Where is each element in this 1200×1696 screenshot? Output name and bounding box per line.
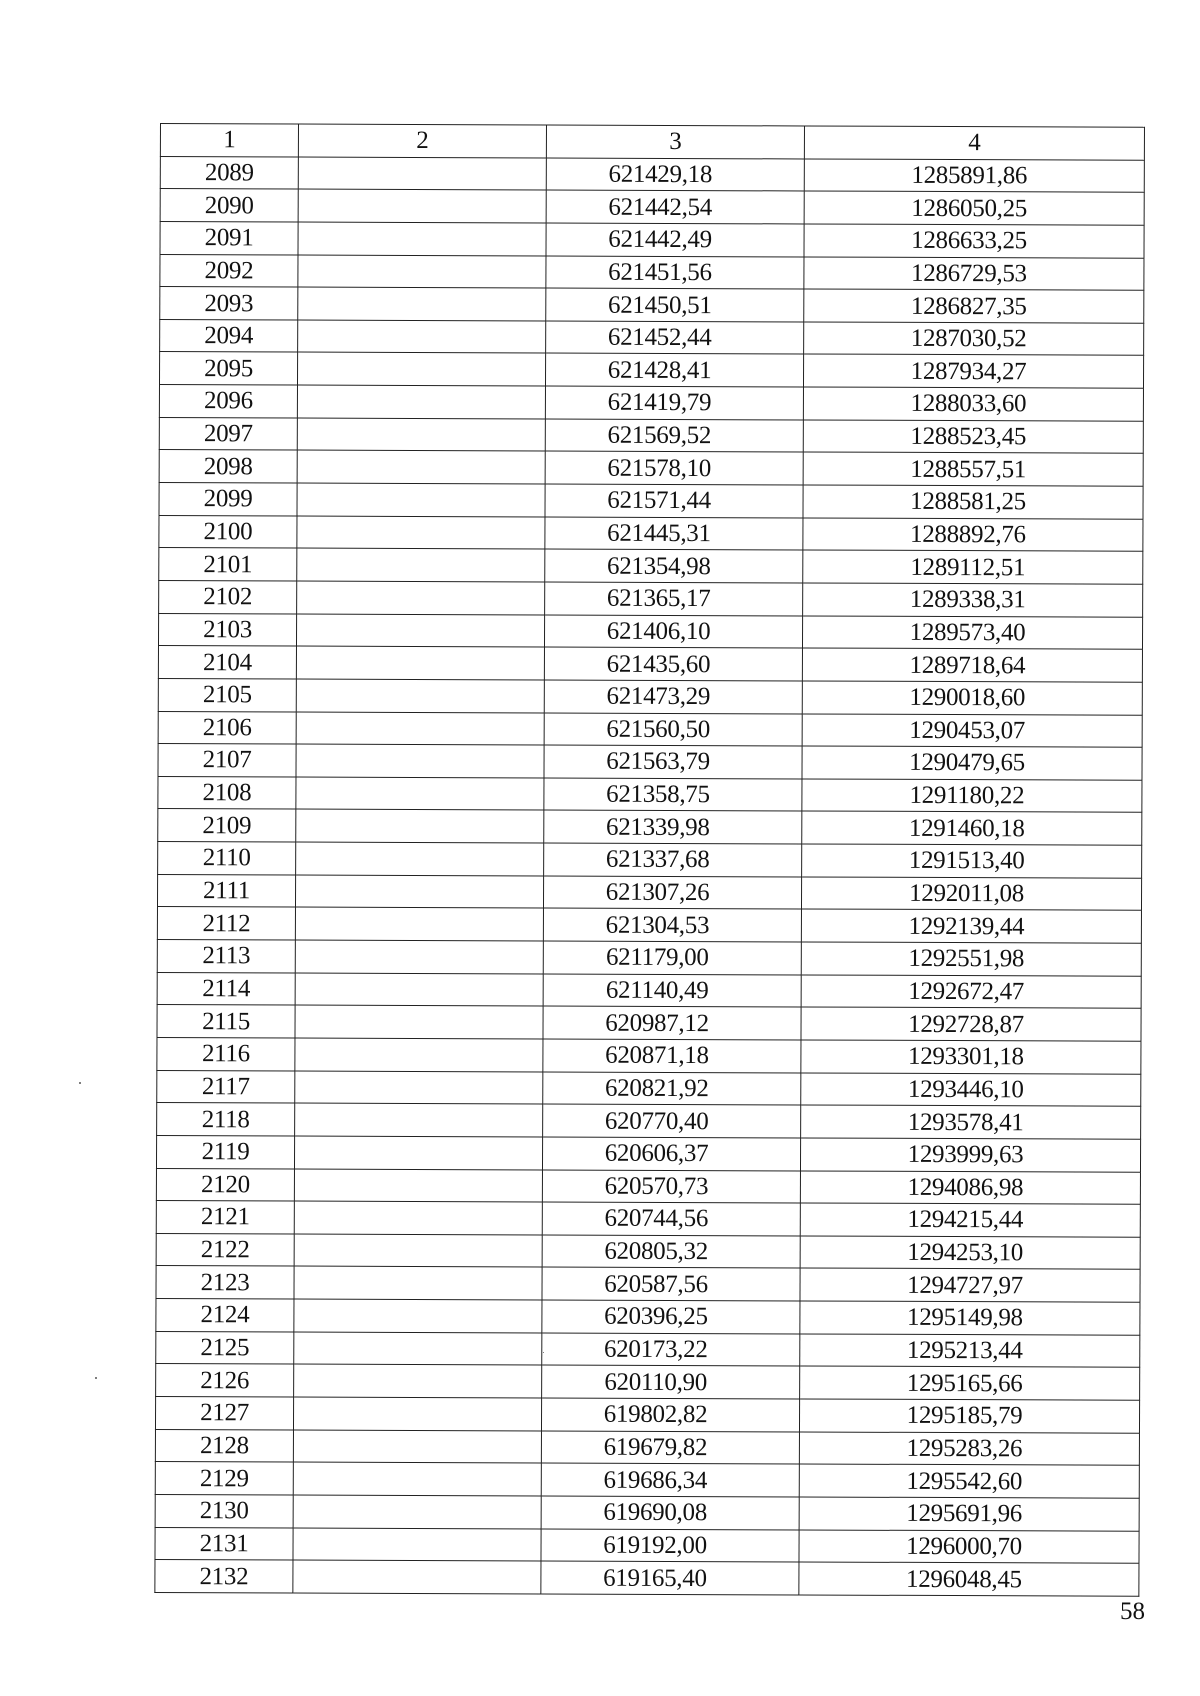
table-cell-col-3: 619686,34 <box>541 1463 799 1497</box>
table-cell-col-4: 1288523,45 <box>803 420 1143 454</box>
table-row <box>156 1233 1140 1269</box>
table-cell-col-2 <box>293 1560 541 1594</box>
table-cell-col-2 <box>294 1234 542 1268</box>
table-row <box>156 1168 1140 1204</box>
table-row <box>156 1331 1140 1367</box>
table-cell-col-4: 1293999,63 <box>800 1138 1140 1172</box>
table-cell-col-2 <box>296 842 544 876</box>
table-cell-col-1: 2096 <box>159 385 297 418</box>
table-cell-col-3: 621451,56 <box>546 256 804 290</box>
table-cell-col-1: 2109 <box>158 809 296 842</box>
table-row <box>159 450 1143 486</box>
table-cell-col-1: 2119 <box>156 1135 294 1168</box>
table-cell-col-4: 1286729,53 <box>804 257 1144 291</box>
table-cell-col-1: 2117 <box>157 1070 295 1103</box>
table-row <box>159 548 1143 584</box>
table-cell-col-3: 621365,17 <box>545 582 803 616</box>
table-row <box>155 1429 1139 1465</box>
table-header-row <box>160 124 1144 160</box>
table-cell-col-3: 620987,12 <box>543 1006 801 1040</box>
table-cell-col-1: 2121 <box>156 1201 294 1234</box>
table-row <box>155 1560 1139 1596</box>
table-cell-col-3: 620606,37 <box>542 1137 800 1171</box>
table-row <box>155 1494 1139 1530</box>
table-row <box>159 352 1143 388</box>
table-row <box>160 189 1144 225</box>
table-row <box>157 874 1141 910</box>
table-cell-col-4: 1291513,40 <box>802 844 1142 878</box>
table-row <box>160 319 1144 355</box>
table-cell-col-2 <box>293 1528 541 1562</box>
table-cell-col-2 <box>293 1462 541 1496</box>
table-cell-col-4: 1285891,86 <box>804 159 1144 193</box>
table-cell-col-3: 621307,26 <box>543 876 801 910</box>
table-cell-col-1: 2098 <box>159 450 297 483</box>
table-cell-col-4: 1292551,98 <box>801 942 1141 976</box>
table-row <box>156 1364 1140 1400</box>
table-row <box>156 1135 1140 1171</box>
table-cell-col-3: 621578,10 <box>545 451 803 485</box>
table-cell-col-1: 2089 <box>160 156 298 189</box>
table-cell-col-1: 2091 <box>160 221 298 254</box>
table-row <box>159 385 1143 421</box>
table-cell-col-4: 1294727,97 <box>800 1268 1140 1302</box>
table-row <box>159 417 1143 453</box>
table-cell-col-4: 1287934,27 <box>803 354 1143 388</box>
table-cell-col-3: 621452,44 <box>546 321 804 355</box>
table-cell-col-4: 1296000,70 <box>799 1530 1139 1564</box>
table-cell-col-2 <box>295 875 543 909</box>
table-row <box>158 842 1142 878</box>
table-cell-col-4: 1293301,18 <box>801 1040 1141 1074</box>
table-cell-col-2 <box>296 809 544 843</box>
table-cell-col-1: 2116 <box>157 1037 295 1070</box>
table-row <box>158 646 1142 682</box>
table-row <box>159 483 1143 519</box>
table-cell-col-3: 621563,79 <box>544 745 802 779</box>
table-cell-col-3: 621339,98 <box>544 810 802 844</box>
table-cell-col-4: 1291460,18 <box>802 811 1142 845</box>
table-row <box>157 907 1141 943</box>
table-cell-col-4: 1288557,51 <box>803 452 1143 486</box>
table-row <box>156 1266 1140 1302</box>
table-row <box>160 254 1144 290</box>
table-cell-col-3: 620396,25 <box>542 1300 800 1334</box>
table-row <box>157 1005 1141 1041</box>
table-cell-col-1: 2123 <box>156 1266 294 1299</box>
table-cell-col-1: 2107 <box>158 744 296 777</box>
table-cell-col-1: 2118 <box>157 1103 295 1136</box>
table-cell-col-4: 1295213,44 <box>800 1334 1140 1368</box>
page-number: 58 <box>1120 1598 1145 1625</box>
table-cell-col-2 <box>293 1495 541 1529</box>
table-cell-col-4: 1293578,41 <box>801 1105 1141 1139</box>
table-cell-col-3: 619192,00 <box>541 1529 799 1563</box>
table-row <box>158 711 1142 747</box>
table-cell-col-1: 2105 <box>158 678 296 711</box>
table-cell-col-2 <box>297 385 545 419</box>
table-row <box>159 580 1143 616</box>
table-cell-col-2 <box>295 1005 543 1039</box>
table-cell-col-1: 2092 <box>160 254 298 287</box>
table-cell-col-1: 2131 <box>155 1527 293 1560</box>
table-cell-col-4: 1290018,60 <box>802 681 1142 715</box>
table-row <box>156 1201 1140 1237</box>
table-cell-col-3: 620770,40 <box>543 1104 801 1138</box>
table-cell-col-2 <box>294 1266 542 1300</box>
table-row <box>158 776 1142 812</box>
table-cell-col-2 <box>295 1071 543 1105</box>
table-cell-col-1: 2094 <box>160 319 298 352</box>
table-cell-col-2 <box>295 940 543 974</box>
table-cell-col-2 <box>297 353 545 387</box>
table-cell-col-3: 620821,92 <box>543 1072 801 1106</box>
table-cell-col-3: 620871,18 <box>543 1039 801 1073</box>
table-cell-col-4: 1295185,79 <box>799 1399 1139 1433</box>
table-cell-col-2 <box>294 1332 542 1366</box>
coordinates-table <box>154 123 1145 1597</box>
table-cell-col-2 <box>294 1169 542 1203</box>
table-row <box>160 221 1144 257</box>
table-cell-col-2 <box>297 483 545 517</box>
table-cell-col-4: 1295149,98 <box>800 1301 1140 1335</box>
scan-speck <box>95 1377 97 1379</box>
table-cell-col-4: 1296048,45 <box>799 1562 1139 1596</box>
table-cell-col-2 <box>297 581 545 615</box>
table-cell-col-4: 1294086,98 <box>800 1170 1140 1204</box>
table-cell-col-1: 2130 <box>155 1494 293 1527</box>
table-cell-col-3: 620744,56 <box>542 1202 800 1236</box>
table-cell-col-2 <box>298 189 546 223</box>
table-cell-col-2 <box>295 1038 543 1072</box>
table-cell-col-3: 621429,18 <box>546 158 804 192</box>
table-cell-col-1: 2102 <box>159 580 297 613</box>
table-row <box>155 1396 1139 1432</box>
table-cell-col-1: 2099 <box>159 483 297 516</box>
table-cell-col-3: 621450,51 <box>546 288 804 322</box>
header-col-4: 4 <box>804 126 1144 160</box>
table-cell-col-4: 1295165,66 <box>800 1366 1140 1400</box>
table-cell-col-1: 2103 <box>158 613 296 646</box>
table-cell-col-4: 1288033,60 <box>803 387 1143 421</box>
table-cell-col-4: 1290453,07 <box>802 714 1142 748</box>
table-cell-col-4: 1286633,25 <box>804 224 1144 258</box>
table-cell-col-1: 2093 <box>160 287 298 320</box>
table-row <box>157 972 1141 1008</box>
scan-speck <box>543 1352 544 1353</box>
table-cell-col-1: 2090 <box>160 189 298 222</box>
table-cell-col-2 <box>294 1299 542 1333</box>
header-col-2: 2 <box>298 124 546 158</box>
table-cell-col-4: 1288892,76 <box>803 518 1143 552</box>
table-cell-col-3: 620173,22 <box>542 1333 800 1367</box>
table-cell-col-2 <box>294 1364 542 1398</box>
table-cell-col-3: 621435,60 <box>544 647 802 681</box>
table-cell-col-1: 2132 <box>155 1560 293 1593</box>
table-cell-col-3: 621442,49 <box>546 223 804 257</box>
table-cell-col-1: 2126 <box>156 1364 294 1397</box>
table-cell-col-3: 619679,82 <box>541 1431 799 1465</box>
table-cell-col-1: 2125 <box>156 1331 294 1364</box>
table-cell-col-3: 621140,49 <box>543 974 801 1008</box>
table-cell-col-3: 621445,31 <box>545 517 803 551</box>
table-cell-col-1: 2110 <box>158 842 296 875</box>
table-cell-col-1: 2122 <box>156 1233 294 1266</box>
table-cell-col-3: 621179,00 <box>543 941 801 975</box>
table-cell-col-1: 2115 <box>157 1005 295 1038</box>
table-row <box>156 1299 1140 1335</box>
table-row <box>157 1037 1141 1073</box>
table-cell-col-1: 2120 <box>156 1168 294 1201</box>
table-cell-col-2 <box>296 646 544 680</box>
table-cell-col-4: 1289718,64 <box>802 648 1142 682</box>
table-cell-col-2 <box>297 516 545 550</box>
table-cell-col-4: 1292728,87 <box>801 1007 1141 1041</box>
table-cell-col-2 <box>297 418 545 452</box>
table-cell-col-2 <box>293 1430 541 1464</box>
table-cell-col-1: 2108 <box>158 776 296 809</box>
table-row <box>158 744 1142 780</box>
header-col-1: 1 <box>160 124 298 157</box>
table-cell-col-3: 619165,40 <box>541 1561 799 1595</box>
table-cell-col-2 <box>296 614 544 648</box>
table-cell-col-2 <box>295 907 543 941</box>
table-cell-col-4: 1289338,31 <box>803 583 1143 617</box>
table-cell-col-1: 2124 <box>156 1299 294 1332</box>
table-cell-col-4: 1295542,60 <box>799 1464 1139 1498</box>
table-cell-col-3: 621304,53 <box>543 908 801 942</box>
table-cell-col-1: 2127 <box>155 1396 293 1429</box>
table-cell-col-4: 1294253,10 <box>800 1236 1140 1270</box>
table-cell-col-3: 621406,10 <box>544 615 802 649</box>
table-cell-col-2 <box>297 450 545 484</box>
table-body <box>155 156 1145 1596</box>
table-cell-col-3: 620570,73 <box>542 1169 800 1203</box>
table-cell-col-3: 620587,56 <box>542 1267 800 1301</box>
table-cell-col-4: 1292672,47 <box>801 975 1141 1009</box>
table-cell-col-1: 2100 <box>159 515 297 548</box>
table-cell-col-3: 621569,52 <box>545 419 803 453</box>
table-cell-col-4: 1287030,52 <box>804 322 1144 356</box>
table-cell-col-3: 621419,79 <box>545 386 803 420</box>
table-cell-col-3: 619690,08 <box>541 1496 799 1530</box>
table-row <box>158 678 1142 714</box>
table-cell-col-4: 1288581,25 <box>803 485 1143 519</box>
table-cell-col-2 <box>294 1136 542 1170</box>
table-row <box>157 940 1141 976</box>
table-cell-col-2 <box>298 320 546 354</box>
table-cell-col-3: 621358,75 <box>544 778 802 812</box>
table-row <box>157 1103 1141 1139</box>
table-row <box>157 1070 1141 1106</box>
table-row <box>158 613 1142 649</box>
table-cell-col-2 <box>298 222 546 256</box>
table-cell-col-3: 621428,41 <box>545 353 803 387</box>
table-cell-col-2 <box>295 973 543 1007</box>
table-cell-col-2 <box>293 1397 541 1431</box>
table-row <box>159 515 1143 551</box>
scan-speck <box>79 1082 81 1084</box>
table-cell-col-4: 1292011,08 <box>801 877 1141 911</box>
table-cell-col-4: 1291180,22 <box>802 779 1142 813</box>
table-cell-col-2 <box>296 777 544 811</box>
table-cell-col-4: 1290479,65 <box>802 746 1142 780</box>
table-cell-col-4: 1293446,10 <box>801 1073 1141 1107</box>
table-cell-col-2 <box>296 679 544 713</box>
table-cell-col-3: 621571,44 <box>545 484 803 518</box>
table-cell-col-2 <box>296 744 544 778</box>
table-cell-col-4: 1295691,96 <box>799 1497 1139 1531</box>
table-cell-col-2 <box>295 1103 543 1137</box>
table-row <box>155 1462 1139 1498</box>
table-cell-col-2 <box>298 157 546 191</box>
table-row <box>155 1527 1139 1563</box>
table-cell-col-2 <box>298 287 546 321</box>
table-row <box>160 287 1144 323</box>
table-cell-col-3: 621337,68 <box>544 843 802 877</box>
table-cell-col-3: 621473,29 <box>544 680 802 714</box>
table-cell-col-1: 2129 <box>155 1462 293 1495</box>
table-cell-col-3: 619802,82 <box>541 1398 799 1432</box>
table-cell-col-4: 1292139,44 <box>801 909 1141 943</box>
table-cell-col-4: 1294215,44 <box>800 1203 1140 1237</box>
table-cell-col-3: 620110,90 <box>542 1365 800 1399</box>
table-cell-col-1: 2113 <box>157 940 295 973</box>
table-cell-col-2 <box>297 548 545 582</box>
table-cell-col-4: 1295283,26 <box>799 1432 1139 1466</box>
table-cell-col-4: 1289573,40 <box>802 616 1142 650</box>
table-row <box>160 156 1144 192</box>
table-cell-col-1: 2097 <box>159 417 297 450</box>
table-cell-col-1: 2111 <box>157 874 295 907</box>
table-row <box>158 809 1142 845</box>
table-cell-col-1: 2112 <box>157 907 295 940</box>
table-cell-col-1: 2128 <box>155 1429 293 1462</box>
table-cell-col-2 <box>294 1201 542 1235</box>
table-cell-col-1: 2104 <box>158 646 296 679</box>
header-col-3: 3 <box>546 125 804 159</box>
table-cell-col-4: 1289112,51 <box>803 550 1143 584</box>
table-cell-col-4: 1286827,35 <box>804 289 1144 323</box>
table-cell-col-2 <box>296 712 544 746</box>
table-cell-col-2 <box>298 255 546 289</box>
table-cell-col-3: 621354,98 <box>545 549 803 583</box>
table-cell-col-1: 2106 <box>158 711 296 744</box>
table-cell-col-3: 621560,50 <box>544 713 802 747</box>
table-cell-col-1: 2095 <box>159 352 297 385</box>
table-cell-col-1: 2114 <box>157 972 295 1005</box>
table-cell-col-3: 620805,32 <box>542 1235 800 1269</box>
table-cell-col-1: 2101 <box>159 548 297 581</box>
table-cell-col-4: 1286050,25 <box>804 191 1144 225</box>
table-cell-col-3: 621442,54 <box>546 190 804 224</box>
